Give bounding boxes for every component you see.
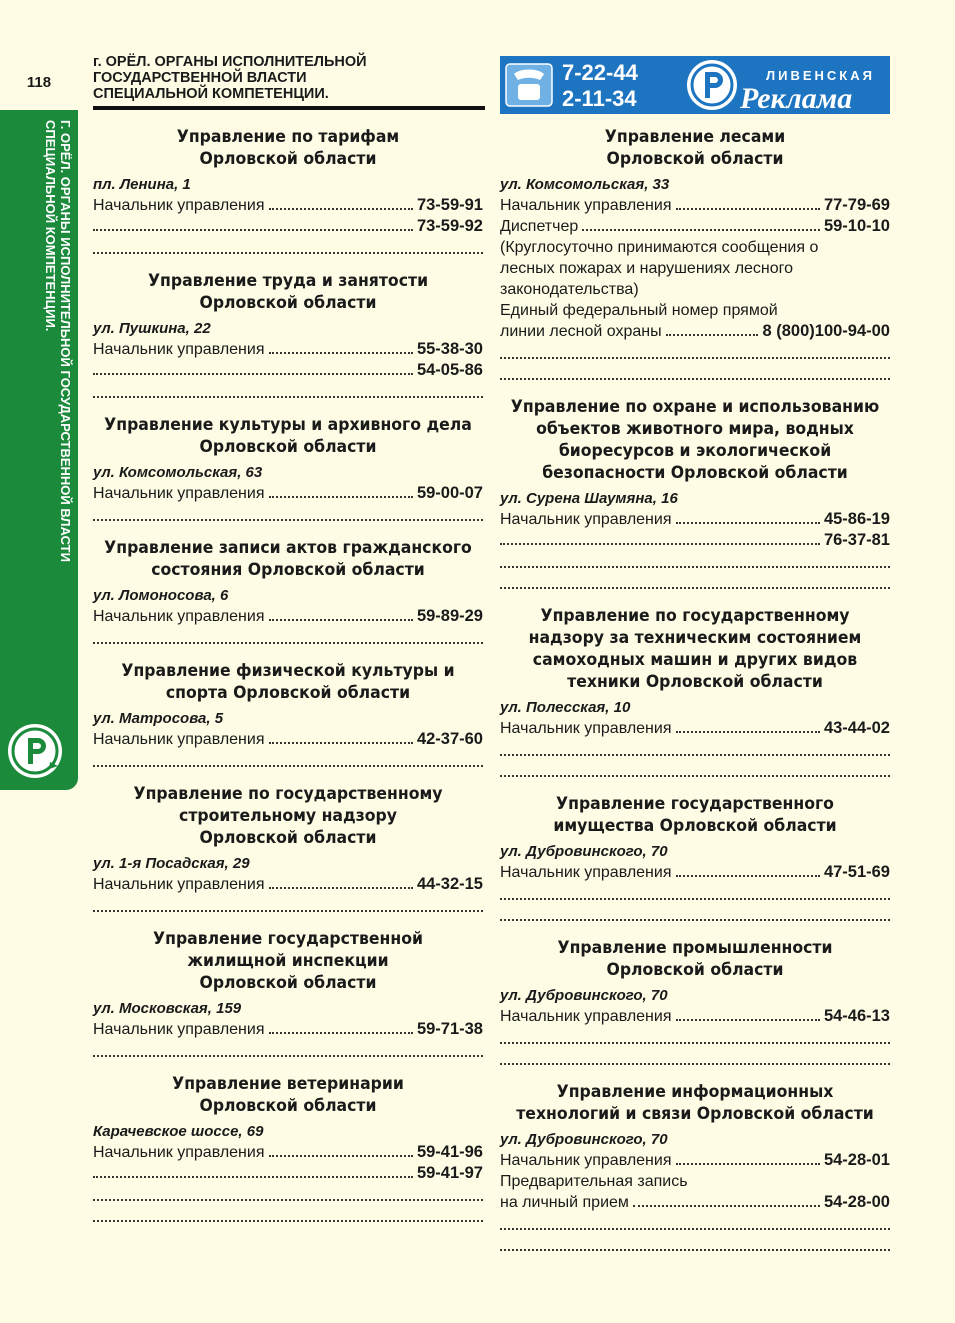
entry-title bbox=[103, 537, 474, 581]
department-entry bbox=[93, 928, 483, 1061]
blank-line bbox=[93, 623, 483, 644]
entry-address: ул. Московская, 159 bbox=[93, 1000, 242, 1017]
entry-title-line: Управление лесами bbox=[604, 127, 786, 146]
department-entry bbox=[93, 537, 483, 648]
entry-title-line: Орловской области bbox=[606, 960, 784, 979]
brand-big-text: Реклама bbox=[740, 82, 853, 114]
entry-title-line: Управление государственного bbox=[556, 794, 834, 813]
phone-number: 73-59-92 bbox=[416, 217, 483, 235]
entry-title bbox=[103, 660, 474, 704]
blank-line bbox=[93, 891, 483, 912]
department-entry bbox=[93, 126, 483, 258]
phone-number: 45-86-19 bbox=[823, 510, 890, 528]
department-entry bbox=[500, 937, 890, 1069]
blank-line bbox=[500, 568, 890, 589]
left-column bbox=[93, 126, 483, 1238]
entry-note: Единый федеральный номер прямой bbox=[500, 302, 778, 319]
department-entry bbox=[500, 396, 890, 593]
side-tab-line-1: Г. ОРЁЛ. ОРГАНЫ ИСПОЛНИТЕЛЬНОЙ ГОСУДАРСТВЕННОЙ ВЛАСТИ bbox=[58, 120, 73, 562]
department-entry bbox=[500, 605, 890, 781]
entry-address: ул. Комсомольская, 33 bbox=[500, 176, 670, 193]
entry-address: ул. Матросова, 5 bbox=[93, 710, 224, 727]
phone-row bbox=[500, 195, 890, 216]
phone-label: Начальник управления bbox=[93, 341, 265, 358]
entry-title-line: безопасности Орловской области bbox=[542, 463, 848, 482]
phone-number: 42-37-60 bbox=[416, 730, 483, 748]
phone-label: Начальник управления bbox=[500, 720, 672, 737]
blank-line bbox=[500, 735, 890, 756]
entry-note: законодательства) bbox=[500, 281, 639, 298]
department-entry bbox=[93, 1073, 483, 1226]
entry-title-line: состояния Орловской области bbox=[151, 560, 425, 579]
header-line-3: СПЕЦИАЛЬНОЙ КОМПЕТЕНЦИИ. bbox=[93, 86, 329, 102]
blank-line bbox=[500, 756, 890, 777]
entry-address: ул. Ломоносова, 6 bbox=[93, 587, 229, 604]
phone-label: Начальник управления bbox=[93, 485, 265, 502]
entry-note: (Круглосуточно принимаются сообщения о bbox=[500, 239, 819, 256]
entry-title bbox=[510, 126, 881, 170]
blank-line bbox=[500, 1023, 890, 1044]
phone-icon bbox=[500, 56, 560, 114]
entry-note: лесных пожарах и нарушениях лесного bbox=[500, 260, 794, 277]
department-entry bbox=[500, 126, 890, 384]
phone-number: 59-41-96 bbox=[416, 1143, 483, 1161]
phone-number: 59-89-29 bbox=[416, 607, 483, 625]
entry-address: ул. Полесская, 10 bbox=[500, 699, 631, 716]
department-entry bbox=[93, 414, 483, 525]
department-entry bbox=[93, 783, 483, 916]
entry-title-line: технологий и связи Орловской области bbox=[516, 1104, 874, 1123]
side-tab-text bbox=[3, 120, 73, 660]
entry-title-line: Управление государственной bbox=[153, 929, 423, 948]
entry-title bbox=[510, 793, 881, 837]
blank-line bbox=[93, 746, 483, 767]
entry-address: ул. Дубровинского, 70 bbox=[500, 987, 668, 1004]
entry-title-line: Орловской области bbox=[199, 1096, 377, 1115]
phone-row bbox=[93, 1142, 483, 1163]
blank-line bbox=[500, 1209, 890, 1230]
phone-label: Начальник управления bbox=[500, 1152, 672, 1169]
entry-title-line: Орловской области bbox=[199, 437, 377, 456]
brand-small-text: ЛИВЕНСКАЯ bbox=[766, 68, 875, 83]
entry-title-line: надзору за техническим состоянием bbox=[528, 628, 862, 647]
phone-number: 59-71-38 bbox=[416, 1020, 483, 1038]
entry-title-line: Управление записи актов гражданского bbox=[104, 538, 472, 557]
side-tab-line-2: СПЕЦИАЛЬНОЙ КОМПЕТЕНЦИИ. bbox=[43, 120, 58, 332]
entry-title-line: самоходных машин и других видов bbox=[532, 650, 858, 669]
phone-label: Начальник управления bbox=[93, 608, 265, 625]
entry-title-line: Управление по государственному bbox=[540, 606, 850, 625]
blank-line bbox=[500, 1044, 890, 1065]
phone-row bbox=[93, 339, 483, 360]
phone-label: Начальник управления bbox=[500, 511, 672, 528]
phone-number: 43-44-02 bbox=[823, 719, 890, 737]
blank-line bbox=[93, 1036, 483, 1057]
header-line-2: ГОСУДАРСТВЕННОЙ ВЛАСТИ bbox=[93, 70, 307, 86]
entry-title-line: Управление по тарифам bbox=[176, 127, 400, 146]
entry-title-line: Орловской области bbox=[199, 149, 377, 168]
entry-title-line: объектов животного мира, водных bbox=[536, 419, 854, 438]
entry-title bbox=[103, 126, 474, 170]
blank-line bbox=[500, 879, 890, 900]
entry-address: пл. Ленина, 1 bbox=[93, 176, 191, 193]
entry-title-line: Управление труда и занятости bbox=[147, 271, 429, 290]
entry-address: ул. Комсомольская, 63 bbox=[93, 464, 263, 481]
phone-number: 55-38-30 bbox=[416, 340, 483, 358]
blank-line bbox=[500, 547, 890, 568]
entry-address: ул. Дубровинского, 70 bbox=[500, 1131, 668, 1148]
phone-number: 54-28-00 bbox=[823, 1193, 890, 1211]
entry-title-line: техники Орловской области bbox=[567, 672, 823, 691]
blank-line bbox=[93, 1201, 483, 1222]
phone-number: 8 (800)100-94-00 bbox=[762, 322, 890, 340]
entry-title-line: Управление ветеринарии bbox=[172, 1074, 404, 1093]
entry-title bbox=[103, 270, 474, 314]
blank-line bbox=[500, 900, 890, 921]
entry-title bbox=[103, 928, 474, 994]
department-entry bbox=[500, 1081, 890, 1255]
entry-title bbox=[103, 1073, 474, 1117]
phone-label: Диспетчер bbox=[500, 218, 579, 235]
entry-address: Карачевское шоссе, 69 bbox=[93, 1123, 264, 1140]
entry-title-line: биоресурсов и экологической bbox=[558, 441, 832, 460]
entry-title bbox=[510, 937, 881, 981]
blank-line bbox=[93, 377, 483, 398]
phone-label: Начальник управления bbox=[93, 876, 265, 893]
blank-line bbox=[500, 338, 890, 359]
phone-label: Начальник управления bbox=[500, 1008, 672, 1025]
phone-label: Начальник управления bbox=[500, 864, 672, 881]
phone-number: 54-46-13 bbox=[823, 1007, 890, 1025]
entry-title-line: жилищной инспекции bbox=[187, 951, 389, 970]
entry-title bbox=[510, 1081, 881, 1125]
phone-row bbox=[500, 1150, 890, 1171]
entry-title-line: Управление промышленности bbox=[557, 938, 833, 957]
entry-address: ул. Пушкина, 22 bbox=[93, 320, 211, 337]
entry-address: ул. Сурена Шаумяна, 16 bbox=[500, 490, 678, 507]
phone-number: 47-51-69 bbox=[823, 863, 890, 881]
entry-title-line: Управление по охране и использованию bbox=[510, 397, 880, 416]
entry-title-line: Орловской области bbox=[199, 828, 377, 847]
phone-number: 54-05-86 bbox=[416, 361, 483, 379]
entry-title bbox=[103, 414, 474, 458]
entry-title-line: имущества Орловской области bbox=[553, 816, 837, 835]
entry-address: ул. Дубровинского, 70 bbox=[500, 843, 668, 860]
entry-title-line: Управление физической культуры и bbox=[121, 661, 455, 680]
header-line-1: г. ОРЁЛ. ОРГАНЫ ИСПОЛНИТЕЛЬНОЙ bbox=[93, 54, 367, 70]
right-column bbox=[500, 126, 890, 1267]
entry-address: ул. 1-я Посадская, 29 bbox=[93, 855, 250, 872]
phone-row bbox=[500, 216, 890, 237]
entry-title-line: спорта Орловской области bbox=[165, 683, 411, 702]
entry-note: Предварительная запись bbox=[500, 1173, 688, 1190]
phone-label: Начальник управления bbox=[500, 197, 672, 214]
phone-label: Начальник управления bbox=[93, 1144, 265, 1161]
entry-title-line: Орловской области bbox=[199, 973, 377, 992]
phone-label: на личный прием bbox=[500, 1194, 629, 1211]
header-rule bbox=[93, 106, 485, 110]
phone-label: Начальник управления bbox=[93, 731, 265, 748]
blank-line bbox=[500, 359, 890, 380]
department-entry bbox=[500, 793, 890, 925]
publisher-logo-icon bbox=[6, 722, 64, 780]
phone-number: 76-37-81 bbox=[823, 531, 890, 549]
blank-line bbox=[500, 1230, 890, 1251]
phone-label: Начальник управления bbox=[93, 1021, 265, 1038]
livenskaya-reklama-logo bbox=[682, 56, 890, 114]
phone-number: 59-41-97 bbox=[416, 1164, 483, 1182]
phone-row bbox=[500, 509, 890, 530]
banner-phone-2: 2-11-34 bbox=[562, 86, 637, 111]
entry-title-line: Управление культуры и архивного дела bbox=[104, 415, 472, 434]
banner-phone-1: 7-22-44 bbox=[562, 60, 638, 85]
page-header bbox=[93, 54, 485, 110]
phone-label: Начальник управления bbox=[93, 197, 265, 214]
phone-row bbox=[93, 195, 483, 216]
entry-title-line: строительному надзору bbox=[179, 806, 397, 825]
ad-banner bbox=[500, 56, 890, 114]
entry-title-line: Управление информационных bbox=[556, 1082, 834, 1101]
phone-number: 59-00-07 bbox=[416, 484, 483, 502]
department-entry bbox=[93, 660, 483, 771]
page-number: 118 bbox=[26, 74, 52, 91]
phone-label: линии лесной охраны bbox=[500, 323, 662, 340]
entry-title bbox=[103, 783, 474, 849]
blank-line bbox=[93, 500, 483, 521]
blank-line bbox=[93, 1180, 483, 1201]
entry-title bbox=[510, 396, 881, 484]
blank-line bbox=[93, 233, 483, 254]
entry-title bbox=[510, 605, 881, 693]
department-entry bbox=[93, 270, 483, 402]
phone-number: 77-79-69 bbox=[823, 196, 890, 214]
header-title bbox=[93, 54, 433, 102]
phone-number: 44-32-15 bbox=[416, 875, 483, 893]
entry-title-line: Управление по государственному bbox=[133, 784, 443, 803]
entry-title-line: Орловской области bbox=[199, 293, 377, 312]
entry-title-line: Орловской области bbox=[606, 149, 784, 168]
phone-number: 59-10-10 bbox=[823, 217, 890, 235]
phone-number: 54-28-01 bbox=[823, 1151, 890, 1169]
phone-number: 73-59-91 bbox=[416, 196, 483, 214]
